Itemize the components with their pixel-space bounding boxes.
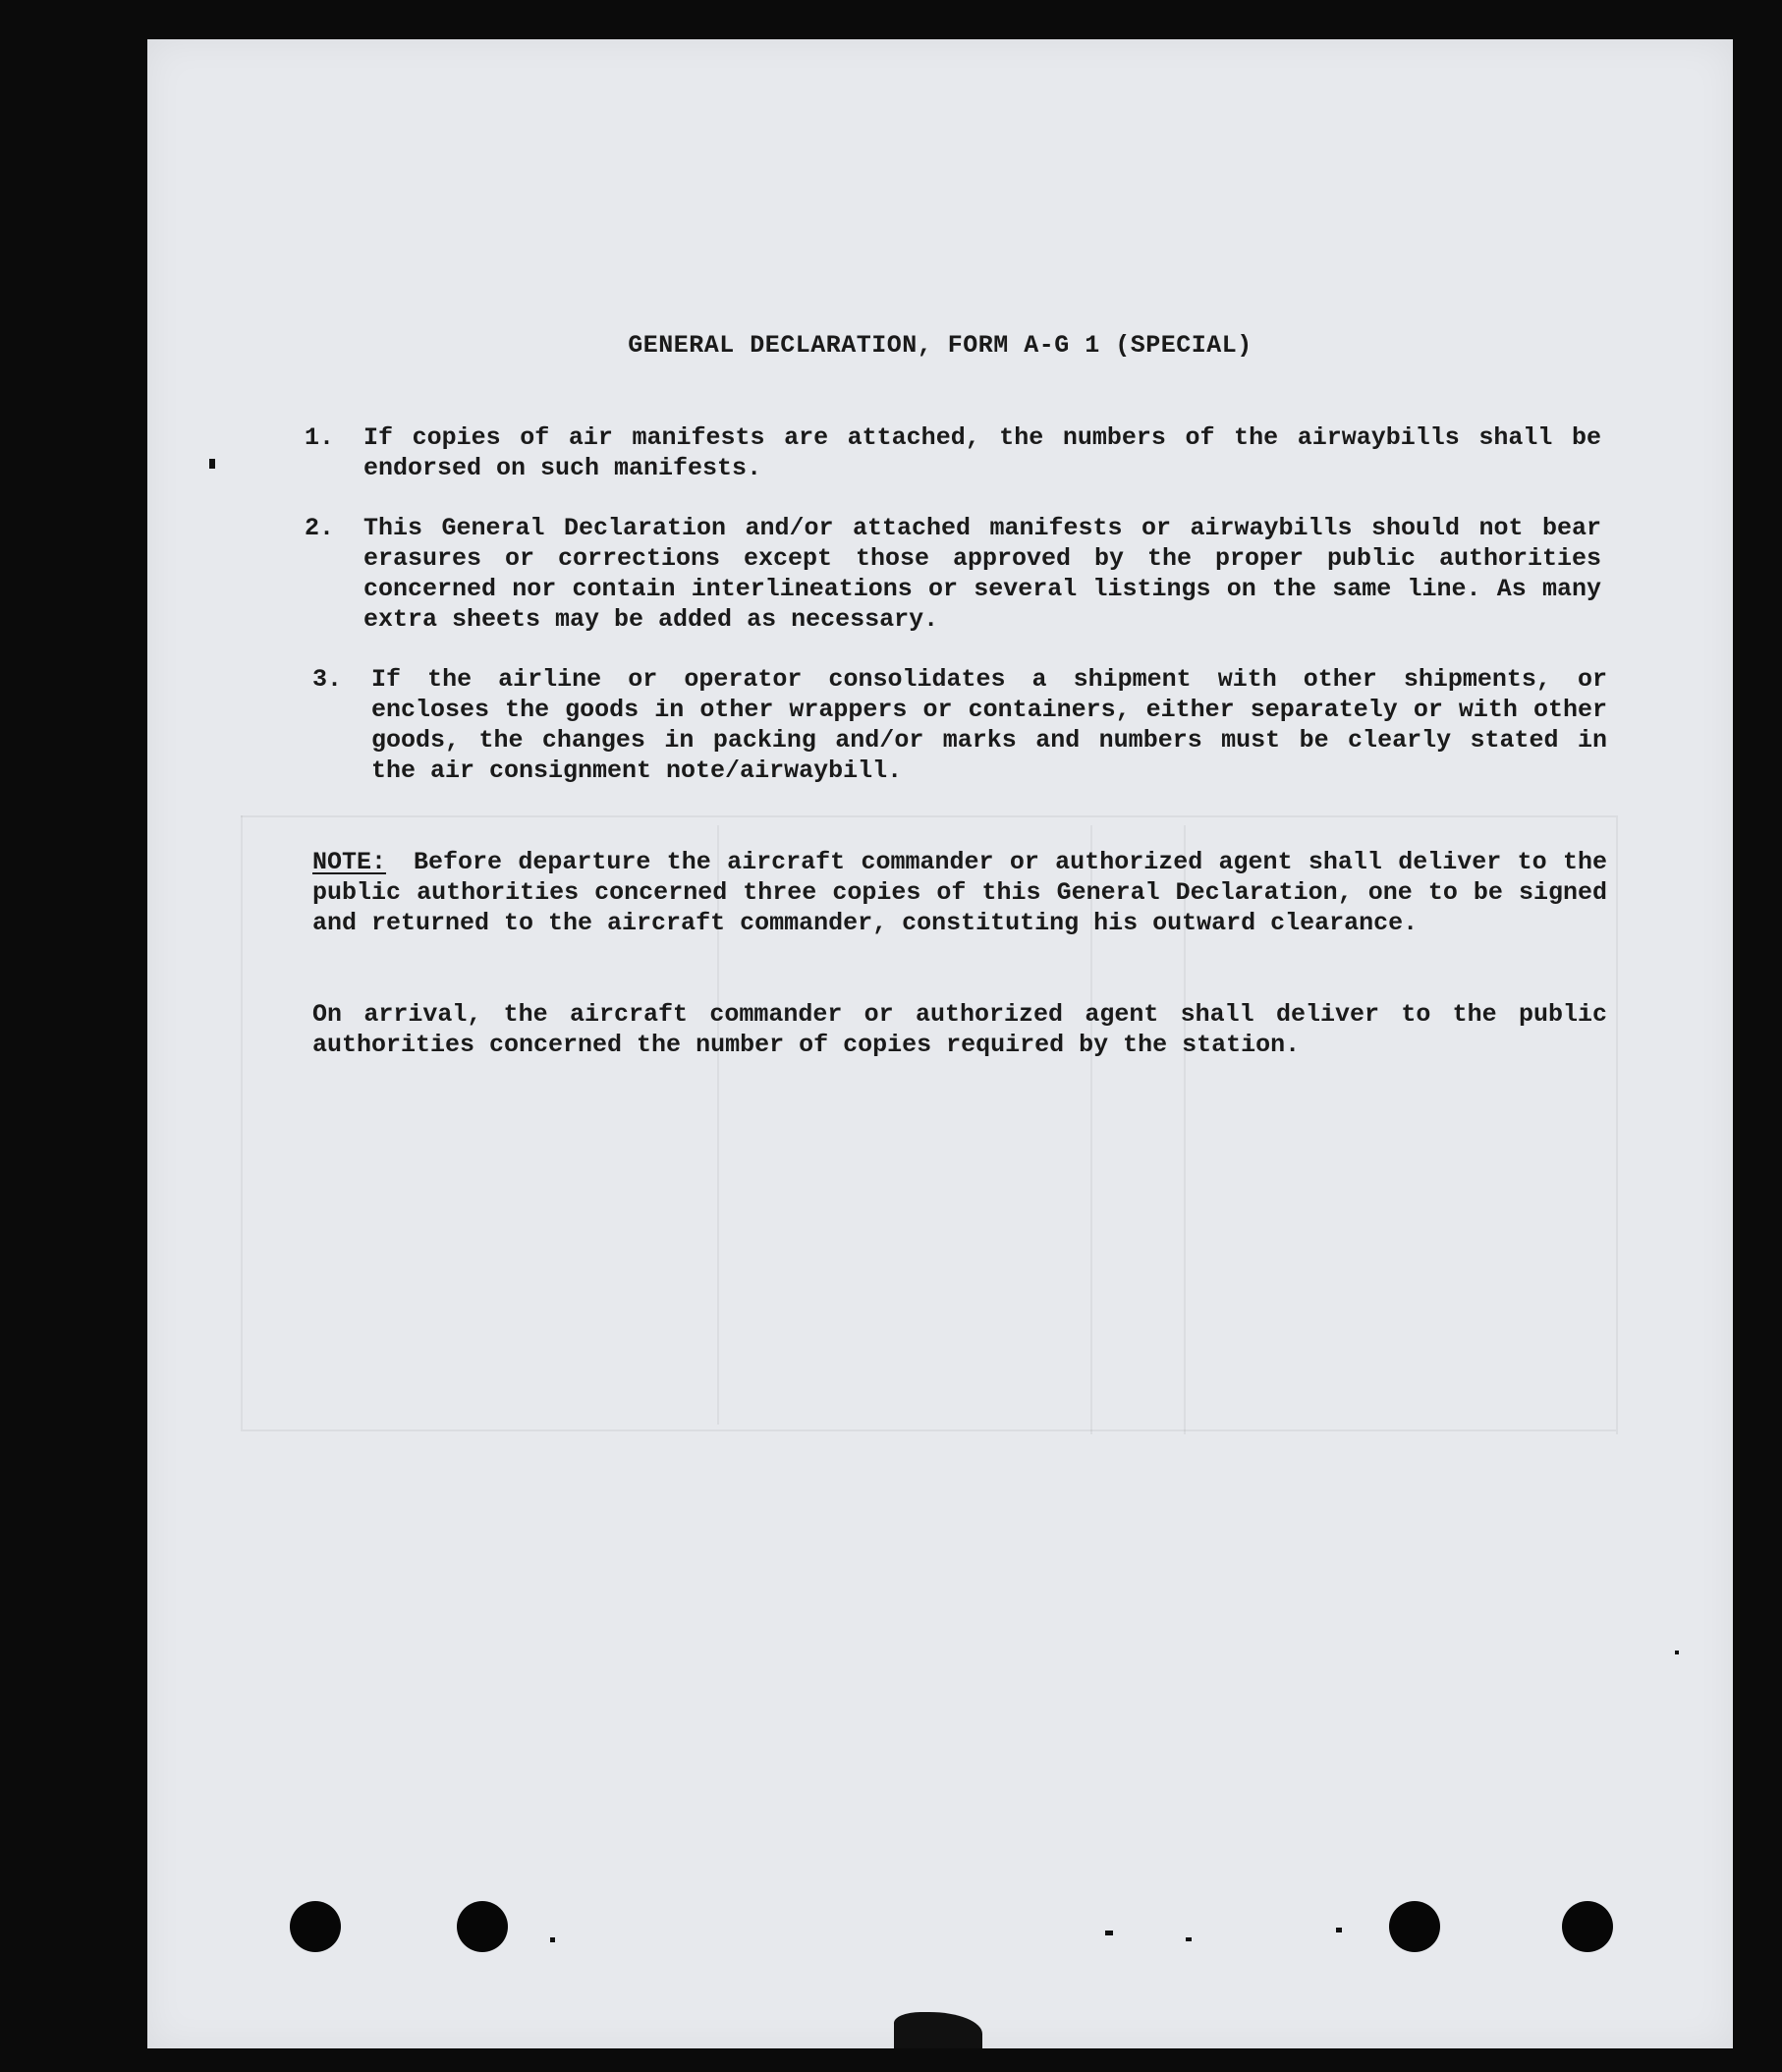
scan-speck	[1105, 1931, 1113, 1935]
note-text: Before departure the aircraft commander or authorized agent shall deliver to the public authorities concerned three copies of this General Declaration, one to be signed and returned to the aircraft commander, constituting his outward clearance.	[312, 848, 1607, 937]
item-text: If copies of air manifests are attached, the numbers of the airwaybills shall be endorsed on such manifests.	[363, 423, 1601, 482]
punch-hole	[457, 1901, 508, 1952]
item-text: If the airline or operator consolidates a shipment with other shipments, or encloses the goods in other wrappers or containers, either separately or with other goods, the changes in packing and/or marks and numbers must be clearly stated in the air consignment note/airwaybill.	[371, 665, 1607, 785]
punch-hole	[290, 1901, 341, 1952]
scan-speck	[1336, 1928, 1342, 1932]
scan-speck	[550, 1937, 555, 1942]
scan-speck	[1186, 1937, 1192, 1941]
item-text: This General Declaration and/or attached manifests or airwaybills should not bear erasures or corrections except those approved by the proper public authorities concerned nor contain interlineations or several listings on the same line. As many extra sheets may be added as necessary.	[363, 514, 1601, 634]
instruction-item	[312, 664, 1607, 786]
note-paragraph	[312, 847, 1607, 938]
document-title: GENERAL DECLARATION, FORM A-G 1 (SPECIAL)	[628, 331, 1253, 360]
arrival-paragraph: On arrival, the aircraft commander or authorized agent shall deliver to the public authorities concerned the number of copies required by the station.	[312, 1000, 1607, 1059]
instruction-item	[305, 513, 1601, 635]
item-number: 1.	[305, 423, 335, 452]
item-number: 2.	[305, 514, 335, 542]
document-page	[147, 39, 1733, 2048]
punch-hole	[1389, 1901, 1440, 1952]
note-label: NOTE:	[312, 848, 387, 876]
document-content	[147, 39, 1733, 2048]
instruction-item	[305, 422, 1601, 483]
punch-hole	[1562, 1901, 1613, 1952]
scan-speck	[1675, 1651, 1679, 1654]
item-number: 3.	[312, 665, 343, 694]
scan-speck	[209, 459, 215, 469]
